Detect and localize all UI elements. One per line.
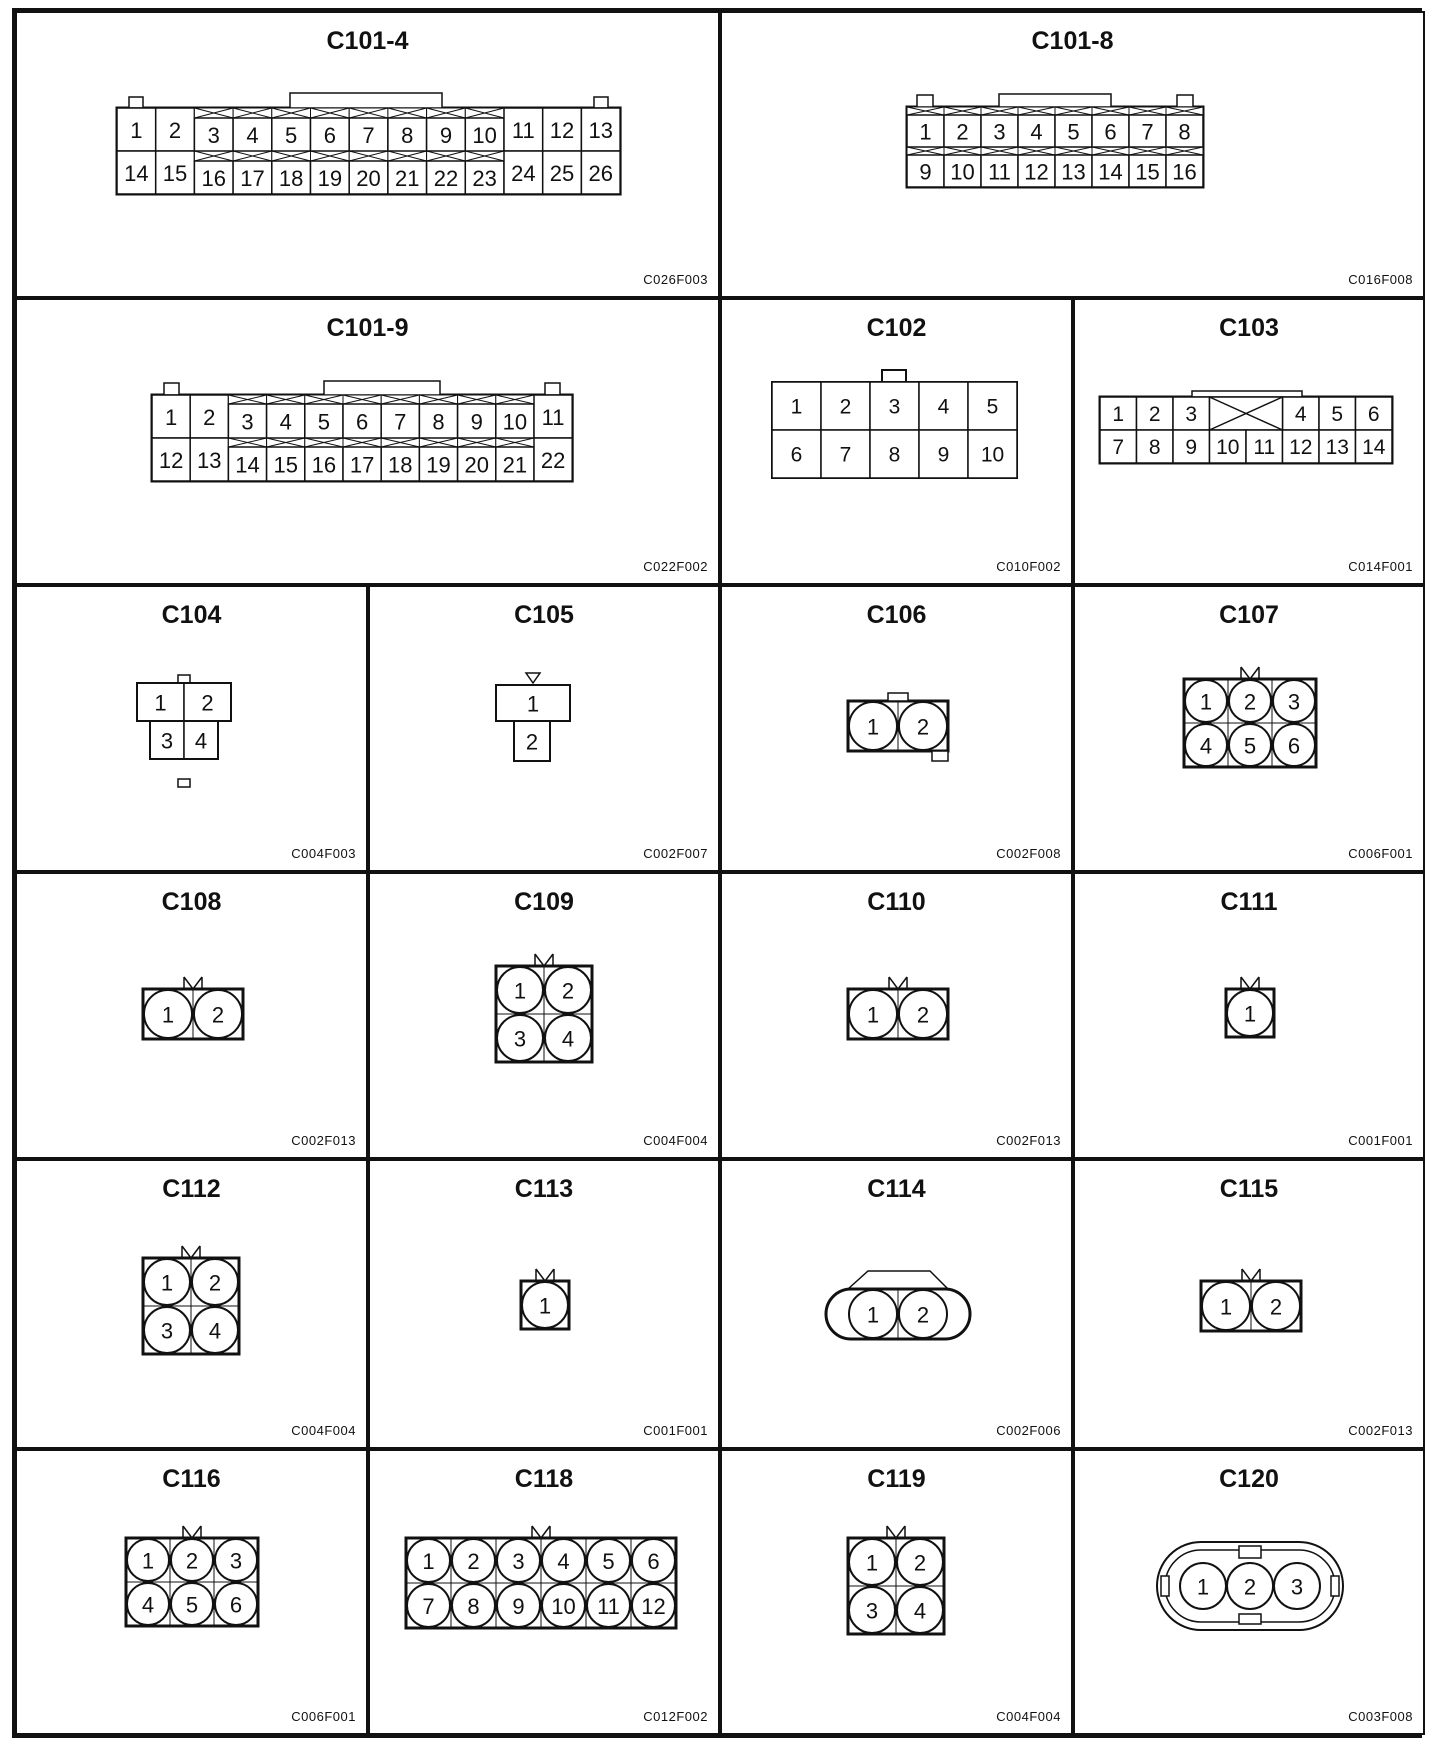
pin-number: 17 (349, 452, 375, 478)
connector-title: C109 (514, 888, 574, 916)
connector-c119-diagram (828, 1516, 968, 1656)
pin-number: 2 (467, 1549, 480, 1574)
connector-c120-diagram (1151, 1526, 1351, 1646)
guide-post (164, 383, 179, 395)
pin-number: 2 (561, 978, 575, 1004)
pin-number: 6 (1104, 119, 1117, 145)
connector-c109-diagram (476, 944, 616, 1084)
pin-number: 3 (512, 1549, 525, 1574)
connector-c101-8-diagram (907, 93, 1227, 223)
pin-number: 1 (526, 691, 540, 717)
pin-number: 1 (538, 1293, 552, 1319)
pin-number: 5 (317, 409, 331, 435)
guide-post (594, 97, 608, 108)
latch-mark (535, 954, 553, 966)
pin-number: 1 (1196, 1574, 1210, 1600)
pin-number: 10 (980, 443, 1005, 467)
pin-number: 4 (279, 409, 292, 435)
pin-number: 1 (513, 978, 527, 1004)
pin-number: 1 (154, 690, 167, 716)
pin-number: 7 (362, 123, 375, 148)
connector-c113-diagram (506, 1256, 586, 1366)
pin-number: 2 (839, 395, 852, 419)
connector-title: C111 (1220, 888, 1278, 916)
pin-number: 8 (1148, 436, 1161, 459)
pin-number: 7 (1141, 119, 1154, 145)
pin-number: 3 (160, 728, 174, 754)
pin-number: 4 (246, 123, 259, 148)
pin-number: 4 (141, 1592, 155, 1618)
pin-number: 1 (866, 714, 880, 740)
pin-number: 3 (513, 1026, 527, 1052)
pin-number: 15 (162, 161, 188, 186)
pin-number: 12 (1289, 436, 1313, 459)
pin-number: 2 (185, 1548, 199, 1574)
figure-code: C004F004 (291, 1423, 356, 1438)
pin-number: 3 (207, 123, 220, 148)
pin-number: 22 (540, 448, 566, 473)
lock-tab (848, 1271, 948, 1289)
connector-c102-diagram (772, 370, 1032, 510)
pin-number: 2 (208, 1270, 222, 1296)
connector-cell-c102 (720, 298, 1073, 585)
pin-number: 13 (588, 118, 613, 143)
figure-code: C016F008 (1348, 272, 1413, 287)
pin-number: 10 (1216, 436, 1240, 459)
pin-number: 2 (1148, 403, 1161, 426)
pin-number: 5 (1067, 119, 1080, 145)
lock-tab (178, 779, 190, 787)
connector-title: C118 (514, 1465, 574, 1493)
figure-code: C014F001 (1348, 559, 1413, 574)
pin-number: 10 (950, 159, 975, 185)
figure-code: C004F004 (996, 1709, 1061, 1724)
pin-number: 10 (472, 123, 497, 148)
connector-title: C120 (1219, 1465, 1279, 1493)
pin-number: 7 (839, 443, 852, 467)
pin-number: 13 (197, 448, 222, 473)
pin-number: 11 (541, 405, 565, 430)
pin-number: 3 (1185, 403, 1198, 426)
pin-number: 8 (401, 123, 414, 148)
figure-code: C006F001 (291, 1709, 356, 1724)
latch-mark (887, 1526, 905, 1538)
pin-number: 2 (168, 118, 182, 143)
connector-c108-diagram (123, 964, 263, 1074)
pin-number: 2 (913, 1550, 927, 1576)
pin-number: 6 (647, 1549, 660, 1574)
connector-cell-c116 (15, 1449, 368, 1735)
pin-number: 6 (1287, 733, 1301, 759)
lock-tab (999, 94, 1111, 107)
pin-number: 2 (525, 729, 539, 755)
connector-cell-c101-8 (720, 11, 1425, 298)
pin-number: 5 (1331, 403, 1344, 426)
connector-cell-c101-9 (15, 298, 720, 585)
pin-number: 1 (141, 1548, 155, 1574)
figure-code: C001F001 (1348, 1133, 1413, 1148)
pin-number: 1 (865, 1550, 879, 1576)
pin-number: 5 (602, 1549, 615, 1574)
connector-cell-c103 (1073, 298, 1425, 585)
lock-tab (178, 675, 190, 683)
figure-code: C004F004 (643, 1133, 708, 1148)
pin-number: 8 (888, 443, 901, 467)
figure-code: C002F007 (643, 846, 708, 861)
latch-mark (536, 1269, 554, 1281)
pin-number: 5 (986, 395, 999, 419)
lock-tab (290, 93, 442, 108)
pin-number: 1 (130, 118, 143, 143)
lock-tab (882, 370, 906, 382)
lock-tab (324, 381, 440, 395)
figure-code: C002F013 (1348, 1423, 1413, 1438)
pin-number: 8 (432, 409, 445, 435)
connector-c103-diagram (1100, 385, 1400, 485)
pin-number: 5 (1243, 733, 1257, 759)
latch-mark (1242, 1269, 1260, 1281)
pin-number: 3 (888, 395, 901, 419)
pin-number: 18 (278, 166, 304, 191)
connector-title: C110 (867, 888, 926, 916)
pin-number: 10 (551, 1594, 576, 1619)
pin-number: 20 (356, 166, 381, 191)
pin-number: 1 (164, 405, 178, 430)
pin-number: 14 (1362, 436, 1386, 459)
pin-number: 21 (395, 166, 420, 191)
pin-number: 15 (1135, 159, 1160, 185)
pin-number: 12 (1024, 159, 1049, 185)
connector-cell-c118 (368, 1449, 720, 1735)
pin-number: 8 (1178, 119, 1191, 145)
pin-number: 6 (355, 409, 369, 435)
pin-number: 11 (1253, 436, 1276, 459)
pin-number: 3 (1287, 689, 1301, 715)
figure-code: C002F013 (291, 1133, 356, 1148)
connector-c110-diagram (828, 964, 968, 1074)
pin-number: 9 (937, 443, 950, 467)
pin-number: 1 (1112, 403, 1125, 426)
pin-number: 19 (317, 166, 343, 191)
connector-title: C103 (1219, 314, 1279, 342)
pin-number: 18 (388, 452, 413, 478)
pin-number: 25 (549, 161, 575, 186)
pin-number: 2 (201, 690, 214, 716)
pin-number: 4 (1294, 403, 1307, 426)
pin-number: 12 (549, 118, 575, 143)
pin-number: 1 (919, 119, 932, 145)
pin-number: 13 (1325, 436, 1349, 459)
guide-post (1177, 95, 1193, 107)
pin-number: 6 (790, 443, 803, 467)
pin-number: 16 (201, 166, 226, 191)
key-tab (932, 751, 948, 761)
pin-number: 3 (241, 409, 254, 435)
latch-mark (1241, 667, 1259, 679)
pin-number: 4 (194, 728, 208, 754)
pin-number: 4 (208, 1318, 222, 1344)
pin-number: 6 (229, 1592, 243, 1618)
pin-number: 3 (160, 1318, 174, 1344)
pin-number: 14 (235, 452, 260, 478)
pin-number: 1 (1243, 1001, 1257, 1027)
side-tab (1161, 1576, 1169, 1596)
latch-mark (183, 1526, 201, 1538)
pin-number: 13 (1061, 159, 1086, 185)
pin-number: 4 (1199, 733, 1213, 759)
pin-number: 26 (588, 161, 613, 186)
connector-sheet (12, 8, 1422, 1738)
connector-cell-c110 (720, 872, 1073, 1159)
pin-number: 8 (467, 1594, 480, 1619)
figure-code: C012F002 (643, 1709, 708, 1724)
pin-number: 3 (229, 1548, 243, 1574)
connector-c105-diagram (496, 667, 596, 807)
pin-number: 1 (161, 1002, 175, 1028)
connector-c111-diagram (1211, 964, 1291, 1074)
pin-number: 20 (464, 452, 489, 478)
connector-cell-c119 (720, 1449, 1073, 1735)
pin-number: 14 (1098, 159, 1123, 185)
connector-c115-diagram (1181, 1256, 1321, 1366)
pin-number: 16 (1172, 159, 1197, 185)
connector-title: C101-4 (326, 27, 409, 55)
guide-post (545, 383, 560, 395)
polarity-mark (526, 673, 540, 683)
figure-code: C004F003 (291, 846, 356, 861)
pin-number: 1 (422, 1549, 435, 1574)
connector-c101-9-diagram (152, 380, 592, 510)
figure-code: C006F001 (1348, 846, 1413, 861)
connector-c107-diagram (1171, 657, 1331, 797)
connector-cell-c104 (15, 585, 368, 872)
lock-tab (1239, 1546, 1261, 1558)
pin-number: 5 (285, 123, 298, 148)
connector-cell-c115 (1073, 1159, 1425, 1449)
guide-post (129, 97, 143, 108)
connector-c112-diagram (123, 1236, 263, 1376)
pin-number: 3 (865, 1598, 879, 1624)
pin-number: 22 (433, 166, 459, 191)
connector-cell-c105 (368, 585, 720, 872)
lock-tab (888, 693, 908, 701)
pin-number: 2 (956, 119, 969, 145)
connector-c101-4-diagram (117, 93, 637, 223)
pin-number: 17 (240, 166, 265, 191)
lock-tab (1192, 391, 1302, 397)
pin-number: 6 (1367, 403, 1380, 426)
figure-code: C026F003 (643, 272, 708, 287)
figure-code: C002F006 (996, 1423, 1061, 1438)
connector-title: C115 (1219, 1175, 1279, 1203)
pin-number: 2 (916, 1302, 930, 1328)
connector-title: C113 (514, 1175, 574, 1203)
connector-c118-diagram (396, 1516, 696, 1656)
pin-number: 14 (124, 161, 149, 186)
connector-c104-diagram (123, 667, 263, 807)
pin-number: 7 (1112, 436, 1125, 459)
pin-number: 2 (203, 405, 216, 430)
key-tab (1239, 1614, 1261, 1624)
pin-number: 2 (211, 1002, 225, 1028)
figure-code: C002F008 (996, 846, 1061, 861)
connector-title: C119 (867, 1465, 926, 1493)
side-tab (1331, 1576, 1339, 1596)
pin-number: 2 (1269, 1294, 1283, 1320)
figure-code: C010F002 (996, 559, 1061, 574)
connector-cell-c111 (1073, 872, 1425, 1159)
connector-cell-c112 (15, 1159, 368, 1449)
connector-cell-c114 (720, 1159, 1073, 1449)
pin-number: 1 (1199, 689, 1213, 715)
connector-cell-c106 (720, 585, 1073, 872)
pin-number: 11 (988, 159, 1011, 185)
latch-mark (1241, 977, 1259, 989)
connector-title: C101-8 (1031, 27, 1114, 55)
pin-number: 1 (866, 1302, 880, 1328)
connector-title: C105 (514, 601, 574, 629)
pin-number: 24 (511, 161, 536, 186)
pin-number: 4 (937, 395, 950, 419)
connector-title: C108 (161, 888, 222, 916)
connector-title: C112 (162, 1175, 221, 1203)
pin-number: 1 (160, 1270, 174, 1296)
latch-mark (182, 1246, 200, 1258)
connector-title: C116 (162, 1465, 221, 1493)
pin-number: 11 (511, 118, 535, 143)
figure-code: C001F001 (643, 1423, 708, 1438)
pin-number: 9 (512, 1594, 525, 1619)
latch-mark (532, 1526, 550, 1538)
pin-number: 7 (394, 409, 407, 435)
pin-number: 1 (866, 1002, 880, 1028)
connector-c114-diagram (818, 1261, 978, 1351)
pin-number: 2 (916, 714, 930, 740)
pin-number: 9 (439, 123, 453, 148)
connector-title: C104 (161, 601, 222, 629)
pin-number: 9 (1185, 436, 1198, 459)
latch-mark (889, 977, 907, 989)
pin-number: 21 (502, 452, 528, 478)
figure-code: C022F002 (643, 559, 708, 574)
figure-code: C003F008 (1348, 1709, 1413, 1724)
pin-number: 16 (311, 452, 337, 478)
pin-number: 2 (916, 1002, 930, 1028)
pin-number: 19 (426, 452, 451, 478)
connector-cell-c107 (1073, 585, 1425, 872)
connector-cell-c101-4 (15, 11, 720, 298)
pin-number: 4 (913, 1598, 927, 1624)
pin-number: 23 (472, 166, 497, 191)
figure-code: C002F013 (996, 1133, 1061, 1148)
connector-title: C106 (866, 601, 927, 629)
pin-number: 4 (561, 1026, 575, 1052)
pin-number: 12 (158, 448, 184, 473)
connector-title: C101-9 (326, 314, 409, 342)
pin-number: 5 (185, 1592, 199, 1618)
pin-number: 3 (1290, 1574, 1304, 1600)
pin-number: 15 (273, 452, 298, 478)
connector-cell-c120 (1073, 1449, 1425, 1735)
pin-number: 4 (1030, 119, 1043, 145)
pin-number: 12 (641, 1594, 666, 1619)
pin-number: 2 (1243, 1574, 1257, 1600)
connector-title: C102 (866, 314, 927, 342)
pin-number: 7 (422, 1594, 435, 1619)
connector-cell-c113 (368, 1159, 720, 1449)
connector-title: C107 (1219, 601, 1279, 629)
connector-title: C114 (867, 1175, 926, 1203)
pin-number: 3 (993, 119, 1006, 145)
pin-number: 1 (790, 395, 803, 419)
pin-number: 9 (470, 409, 483, 435)
pin-number: 4 (557, 1549, 570, 1574)
pin-number: 9 (919, 159, 932, 185)
guide-post (917, 95, 933, 107)
connector-c106-diagram (828, 677, 968, 787)
connector-cell-c109 (368, 872, 720, 1159)
latch-mark (184, 977, 202, 989)
connector-cell-c108 (15, 872, 368, 1159)
pin-number: 6 (323, 123, 336, 148)
pin-number: 11 (597, 1594, 620, 1619)
pin-number: 1 (1219, 1294, 1233, 1320)
connector-c116-diagram (113, 1516, 273, 1656)
pin-number: 2 (1243, 689, 1257, 715)
pin-number: 10 (502, 409, 528, 435)
